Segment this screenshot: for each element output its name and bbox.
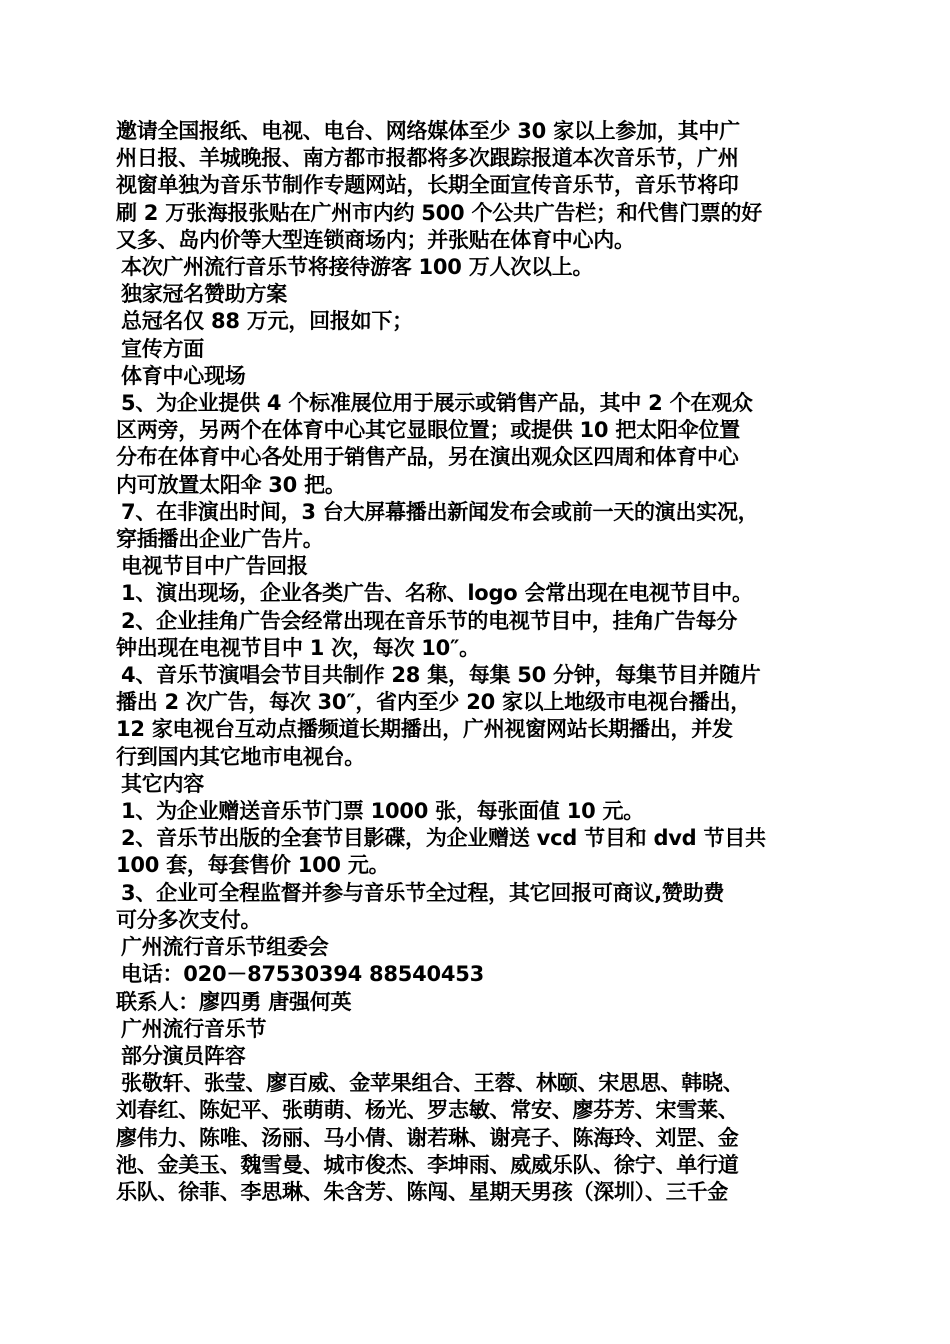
organizer-name: 广州流行音乐节组委会 — [121, 935, 329, 960]
contact-line: 联系人：廖四勇 唐强何英 — [116, 989, 352, 1014]
section-heading: 体育中心现场 — [121, 363, 246, 388]
text-line: 州日报、羊城晚报、南方都市报都将多次跟踪报道本次音乐节，广州 — [116, 146, 739, 171]
text-line: 刷 2 万张海报张贴在广州市内约 500 个公共广告栏；和代售门票的好 — [116, 200, 762, 225]
text-line: 分布在体育中心各处用于销售产品，另在演出观众区四周和体育中心 — [116, 445, 739, 470]
section-heading: 部分演员阵容 — [121, 1043, 246, 1068]
text-line: 100 套，每套售价 100 元。 — [116, 853, 390, 878]
text-line: 廖伟力、陈唯、汤丽、马小倩、谢若琳、谢亮子、陈海玲、刘罡、金 — [116, 1125, 739, 1150]
text-line: 视窗单独为音乐节制作专题网站，长期全面宣传音乐节，音乐节将印 — [116, 173, 739, 198]
section-heading: 其它内容 — [121, 771, 204, 796]
text-line: 3、企业可全程监督并参与音乐节全过程，其它回报可商议,赞助费 — [121, 880, 725, 905]
text-line: 钟出现在电视节目中 1 次，每次 10″。 — [116, 635, 480, 660]
text-line: 又多、岛内价等大型连锁商场内；并张贴在体育中心内。 — [116, 227, 635, 252]
section-heading: 广州流行音乐节 — [121, 1016, 267, 1041]
document-body — [116, 118, 842, 1206]
text-line: 12 家电视台互动点播频道长期播出，广州视窗网站长期播出，并发 — [116, 717, 733, 742]
text-line: 7、在非演出时间，3 台大屏幕播出新闻发布会或前一天的演出实况， — [121, 499, 759, 524]
text-line: 1、演出现场，企业各类广告、名称、logo 会常出现在电视节目中。 — [121, 581, 753, 606]
text-line: 内可放置太阳伞 30 把。 — [116, 472, 346, 497]
text-line: 1、为企业赠送音乐节门票 1000 张，每张面值 10 元。 — [121, 799, 645, 824]
text-line: 总冠名仅 88 万元，回报如下； — [121, 309, 413, 334]
phone-line: 电话：020－87530394 88540453 — [121, 962, 484, 987]
text-line: 5、为企业提供 4 个标准展位用于展示或销售产品，其中 2 个在观众 — [121, 391, 753, 416]
text-line: 乐队、徐菲、李思琳、朱含芳、陈闯、星期天男孩（深圳）、三千金 — [116, 1179, 728, 1204]
text-line: 本次广州流行音乐节将接待游客 100 万人次以上。 — [121, 255, 594, 280]
section-heading: 宣传方面 — [121, 336, 204, 361]
text-line: 区两旁，另两个在体育中心其它显眼位置；或提供 10 把太阳伞位置 — [116, 418, 740, 443]
text-line: 2、企业挂角广告会经常出现在音乐节的电视节目中，挂角广告每分 — [121, 608, 738, 633]
text-line: 4、音乐节演唱会节目共制作 28 集，每集 50 分钟，每集节目并随片 — [121, 663, 761, 688]
section-heading: 电视节目中广告回报 — [121, 554, 308, 579]
text-line: 2、音乐节出版的全套节目影碟，为企业赠送 vcd 节目和 dvd 节目共 — [121, 826, 766, 851]
text-line: 池、金美玉、魏雪曼、城市俊杰、李坤雨、威威乐队、徐宁、单行道 — [116, 1152, 739, 1177]
text-line: 穿插播出企业广告片。 — [116, 527, 324, 552]
text-line: 刘春红、陈妃平、张萌萌、杨光、罗志敏、常安、廖芬芳、宋雪莱、 — [116, 1098, 739, 1123]
text-line: 张敬轩、张莹、廖百威、金苹果组合、王蓉、林颐、宋思思、韩晓、 — [121, 1071, 744, 1096]
text-line: 邀请全国报纸、电视、电台、网络媒体至少 30 家以上参加，其中广 — [116, 119, 740, 143]
text-line: 播出 2 次广告，每次 30″，省内至少 20 家以上地级市电视台播出， — [116, 690, 751, 715]
text-line: 可分多次支付。 — [116, 907, 262, 932]
text-line: 行到国内其它地市电视台。 — [116, 744, 365, 769]
section-heading: 独家冠名赞助方案 — [121, 282, 287, 307]
